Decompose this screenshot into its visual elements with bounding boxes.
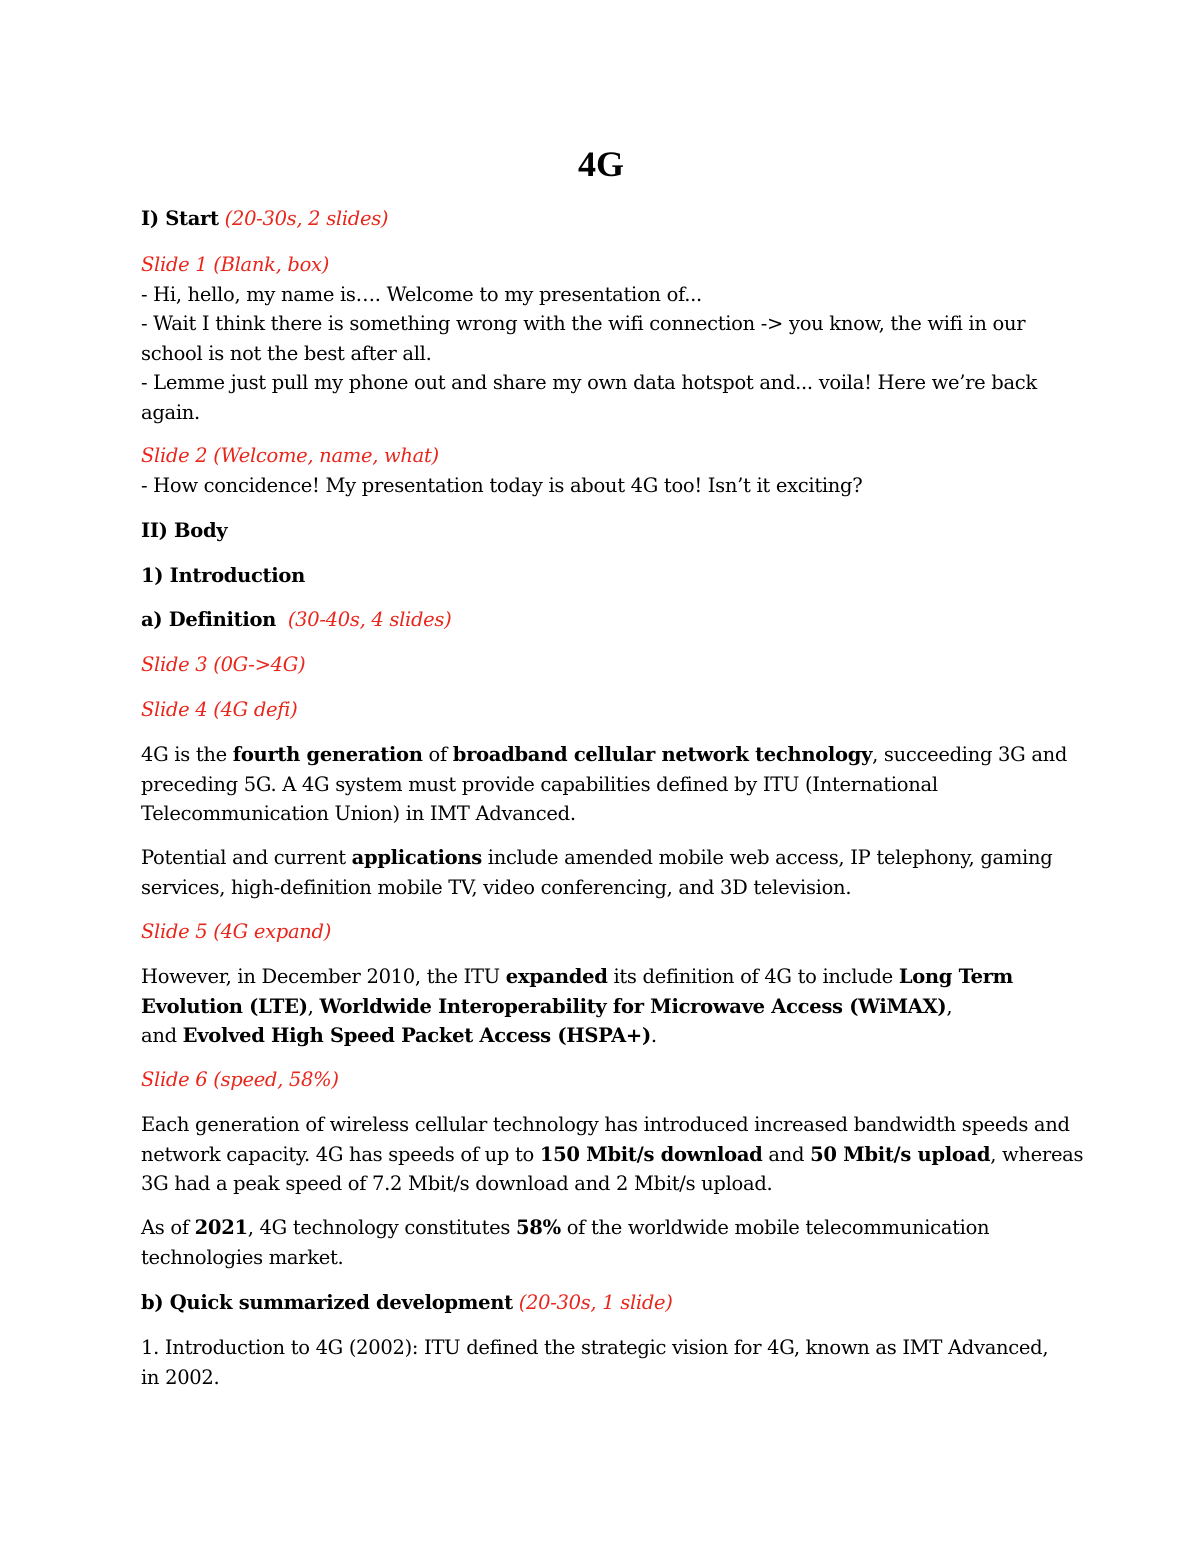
- slide5-label: Slide 5 (4G expand): [141, 920, 332, 943]
- definition-heading: [141, 605, 1061, 635]
- market-line1: [141, 1213, 1061, 1243]
- text-run: its definition of 4G to include: [607, 965, 899, 988]
- text-run: , succeeding 3G and: [872, 743, 1068, 766]
- slide4-label: Slide 4 (4G defi): [141, 698, 298, 721]
- applications-paragraph: [141, 843, 1061, 902]
- text-run: network capacity. 4G has speeds of up to: [141, 1142, 540, 1166]
- text-run: , 4G technology constitutes: [247, 1216, 517, 1239]
- slide1-line3b: again.: [141, 400, 200, 424]
- text-run: Potential and current: [141, 846, 352, 869]
- slide1-line1: - Hi, hello, my name is…. Welcome to my presentation of...: [141, 282, 702, 306]
- slide1-line3a: - Lemme just pull my phone out and share my own data hotspot and... voila! Here we’re back: [141, 371, 1037, 394]
- definition-note: (30-40s, 4 slides): [287, 608, 452, 631]
- definition-paragraph: [141, 740, 1068, 829]
- bold-run: Long Term: [898, 965, 1014, 988]
- slide2-block: [141, 441, 1061, 500]
- text-run: 4G is the: [141, 743, 233, 766]
- slide2-label: Slide 2 (Welcome, name, what): [141, 444, 439, 467]
- introduction-heading: 1) Introduction: [141, 564, 305, 587]
- slide1-line2a: - Wait I think there is something wrong with the wifi connection -> you know, the wifi in our: [141, 312, 1026, 335]
- slide2-line1: - How concidence! My presentation today is about 4G too! Isn’t it exciting?: [141, 473, 863, 497]
- text-run: of the worldwide mobile telecommunication: [560, 1216, 990, 1239]
- text-run: .: [650, 1024, 657, 1047]
- bold-run: Evolved High Speed Packet Access (HSPA+): [182, 1024, 651, 1047]
- development-item1: [141, 1333, 1061, 1392]
- body-heading: II) Body: [141, 519, 228, 542]
- market-line2: technologies market.: [141, 1245, 344, 1269]
- bold-run: applications: [351, 846, 482, 869]
- expansion-line2: [141, 992, 1061, 1022]
- bold-run: Evolution (LTE): [141, 994, 308, 1018]
- text-run: ,: [946, 994, 953, 1018]
- slide1-line2b: school is not the best after all.: [141, 341, 432, 365]
- slide1-label: Slide 1 (Blank, box): [141, 253, 330, 276]
- expansion-line3: [141, 1021, 1061, 1051]
- definition-heading-text: a) Definition: [141, 608, 277, 631]
- slide6-label: Slide 6 (speed, 58%): [141, 1068, 339, 1091]
- speed-paragraph: [141, 1110, 1084, 1199]
- applications-line2: services, high-definition mobile TV, video conferencing, and 3D television.: [141, 875, 852, 899]
- market-paragraph: [141, 1213, 1061, 1272]
- bold-run: broadband cellular network technology: [452, 743, 873, 766]
- start-heading: [141, 204, 1061, 234]
- speed-line2: [141, 1140, 1084, 1170]
- bold-run: Worldwide Interoperability for Microwave Access (WiMAX): [319, 994, 947, 1018]
- development-item1-line2: in 2002.: [141, 1365, 220, 1389]
- development-note: (20-30s, 1 slide): [518, 1291, 673, 1314]
- expansion-paragraph: [141, 962, 1061, 1051]
- text-run: include amended mobile web access, IP telephony, gaming: [481, 846, 1053, 869]
- start-note: (20-30s, 2 slides): [224, 207, 389, 230]
- speed-line3: 3G had a peak speed of 7.2 Mbit/s download and 2 Mbit/s upload.: [141, 1172, 773, 1195]
- document-title: 4G: [577, 144, 624, 184]
- definition-line3: Telecommunication Union) in IMT Advanced.: [141, 802, 576, 825]
- applications-line1: [141, 843, 1061, 873]
- text-run: , whereas: [990, 1142, 1084, 1166]
- development-heading-text: b) Quick summarized development: [141, 1291, 513, 1314]
- start-heading-text: I) Start: [141, 207, 219, 230]
- bold-run: 58%: [516, 1216, 561, 1239]
- bold-run: 50 Mbit/s upload: [810, 1142, 991, 1166]
- expansion-line1: [141, 962, 1061, 992]
- text-run: of: [422, 743, 453, 766]
- speed-line1: Each generation of wireless cellular technology has introduced increased bandwidth speeds and: [141, 1113, 1070, 1136]
- development-heading: [141, 1288, 1061, 1318]
- development-item1-line1: 1. Introduction to 4G (2002): ITU defined the strategic vision for 4G, known as IMT Advanced,: [141, 1336, 1049, 1359]
- text-run: and: [762, 1142, 811, 1166]
- bold-run: expanded: [505, 965, 608, 988]
- text-run: and: [141, 1024, 183, 1047]
- text-run: However, in December 2010, the ITU: [141, 965, 506, 988]
- definition-line2: preceding 5G. A 4G system must provide capabilities defined by ITU (International: [141, 772, 938, 796]
- bold-run: 150 Mbit/s download: [539, 1142, 763, 1166]
- slide3-label: Slide 3 (0G->4G): [141, 653, 306, 676]
- definition-line1: [141, 740, 1068, 770]
- bold-run: fourth generation: [232, 743, 423, 766]
- bold-run: 2021: [194, 1216, 248, 1239]
- slide1-block: [141, 250, 1061, 427]
- text-run: As of: [141, 1216, 195, 1239]
- text-run: ,: [307, 994, 320, 1018]
